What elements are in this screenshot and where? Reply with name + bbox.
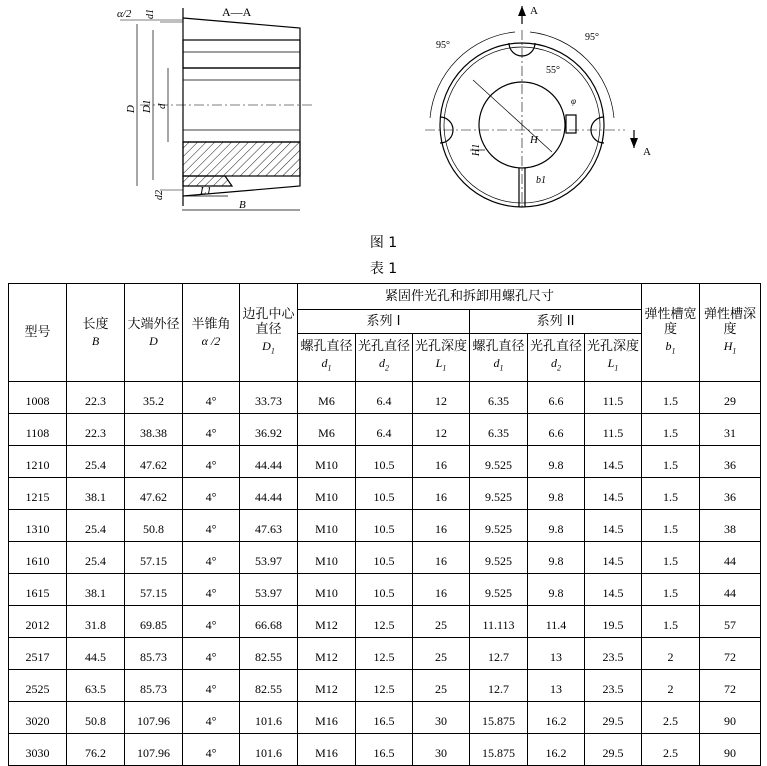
th-s2-plain-depth: 光孔深度 $L_1$ <box>585 334 642 382</box>
table-row <box>9 510 761 542</box>
table-cell: 29 <box>700 382 761 414</box>
table-cell: 101.6 <box>240 734 298 766</box>
table-cell: 16 <box>413 542 470 574</box>
table-cell: 50.8 <box>67 702 125 734</box>
th-s1-plain-depth: 光孔深度 $L_1$ <box>413 334 470 382</box>
table-cell: 1.5 <box>642 574 700 606</box>
table-cell: 9.8 <box>528 446 585 478</box>
table-cell: 29.5 <box>585 702 642 734</box>
table-row <box>9 478 761 510</box>
table-cell: 2 <box>642 670 700 702</box>
table-cell: 82.55 <box>240 638 298 670</box>
table-cell: M16 <box>298 702 356 734</box>
table-cell: M10 <box>298 574 356 606</box>
table-cell: 2.5 <box>642 702 700 734</box>
table-cell: 38 <box>700 510 761 542</box>
table-cell: 4° <box>183 446 240 478</box>
table-cell: 1.5 <box>642 414 700 446</box>
end-view <box>425 6 634 210</box>
table-cell: 47.62 <box>125 446 183 478</box>
table-cell: 14.5 <box>585 510 642 542</box>
label-H1: H1 <box>471 143 482 156</box>
table-cell: 25 <box>413 606 470 638</box>
technical-drawing <box>0 0 767 232</box>
table-cell: 12.5 <box>356 638 413 670</box>
table-cell: 63.5 <box>67 670 125 702</box>
table-cell: 1.5 <box>642 382 700 414</box>
table-cell: 15.875 <box>470 702 528 734</box>
table-cell: 66.68 <box>240 606 298 638</box>
table-cell: 9.525 <box>470 446 528 478</box>
table-cell: 57.15 <box>125 542 183 574</box>
table-cell: 29.5 <box>585 734 642 766</box>
table-cell: 25 <box>413 670 470 702</box>
table-cell: 4° <box>183 638 240 670</box>
table-cell: 53.97 <box>240 542 298 574</box>
table-cell: 1610 <box>9 542 67 574</box>
table-cell: 3020 <box>9 702 67 734</box>
table-cell: 36 <box>700 446 761 478</box>
label-D1: D1 <box>141 99 153 113</box>
table-cell: 12 <box>413 382 470 414</box>
table-cell: 4° <box>183 382 240 414</box>
table-cell: 9.8 <box>528 542 585 574</box>
table-cell: 16.5 <box>356 702 413 734</box>
label-H: H <box>530 134 538 146</box>
table-cell: M16 <box>298 734 356 766</box>
table-cell: 23.5 <box>585 638 642 670</box>
table-cell: M10 <box>298 542 356 574</box>
table-cell: 22.3 <box>67 414 125 446</box>
table-cell: 9.525 <box>470 510 528 542</box>
table-cell: M10 <box>298 446 356 478</box>
table-cell: 31.8 <box>67 606 125 638</box>
label-L1: L1 <box>200 185 212 197</box>
table-cell: 6.6 <box>528 382 585 414</box>
table-cell: 72 <box>700 670 761 702</box>
table-row <box>9 670 761 702</box>
table-cell: 10.5 <box>356 510 413 542</box>
table-cell: 4° <box>183 702 240 734</box>
table-cell: 22.3 <box>67 382 125 414</box>
table-cell: 11.5 <box>585 382 642 414</box>
th-groove-depth: 弹性槽深度 $H_1$ <box>700 284 761 382</box>
table-cell: 9.525 <box>470 542 528 574</box>
table-cell: 14.5 <box>585 478 642 510</box>
th-groove-width: 弹性槽宽度 $b_1$ <box>642 284 700 382</box>
section-label: A—A <box>222 5 252 19</box>
table-cell: 2525 <box>9 670 67 702</box>
table-cell: 4° <box>183 734 240 766</box>
table-cell: M10 <box>298 478 356 510</box>
table-cell: 11.5 <box>585 414 642 446</box>
table-cell: 9.8 <box>528 478 585 510</box>
table-cell: 47.62 <box>125 478 183 510</box>
table-cell: 2012 <box>9 606 67 638</box>
label-d1: d1 <box>145 9 156 19</box>
table-cell: 14.5 <box>585 574 642 606</box>
table-cell: 38.1 <box>67 574 125 606</box>
table-cell: 101.6 <box>240 702 298 734</box>
label-d: d <box>156 103 168 109</box>
table-cell: 4° <box>183 670 240 702</box>
table-cell: 85.73 <box>125 638 183 670</box>
table-cell: 57 <box>700 606 761 638</box>
table-cell: 2.5 <box>642 734 700 766</box>
figure-caption: 图 1 <box>369 235 398 251</box>
table-cell: 12.7 <box>470 670 528 702</box>
table-cell: 10.5 <box>356 542 413 574</box>
table-cell: 11.4 <box>528 606 585 638</box>
table-cell: 9.8 <box>528 574 585 606</box>
th-s1-screw-dia: 螺孔直径 $d_1$ <box>298 334 356 382</box>
table-cell: 25.4 <box>67 446 125 478</box>
table-cell: 38.38 <box>125 414 183 446</box>
table-cell: 16 <box>413 478 470 510</box>
label-d2: d2 <box>154 190 165 200</box>
table-cell: 1008 <box>9 382 67 414</box>
table-cell: 9.525 <box>470 574 528 606</box>
table-row <box>9 574 761 606</box>
table-cell: 16 <box>413 446 470 478</box>
table-cell: 9.8 <box>528 510 585 542</box>
th-fastener-group: 紧固件光孔和拆卸用螺孔尺寸 <box>298 284 642 310</box>
table-cell: 25.4 <box>67 542 125 574</box>
th-half-angle: 半锥角 α /2 <box>183 284 240 382</box>
table-cell: 25 <box>413 638 470 670</box>
table-cell: 44 <box>700 574 761 606</box>
table-cell: 1.5 <box>642 446 700 478</box>
label-phi: φ <box>571 96 576 106</box>
table-cell: 16 <box>413 574 470 606</box>
table-cell: 12.5 <box>356 606 413 638</box>
th-series1: 系列 I <box>298 310 470 334</box>
table-cell: 1.5 <box>642 606 700 638</box>
table-cell: 6.35 <box>470 414 528 446</box>
th-s1-plain-dia: 光孔直径 $d_2$ <box>356 334 413 382</box>
table-cell: 12.5 <box>356 670 413 702</box>
table-cell: 15.875 <box>470 734 528 766</box>
table-cell: 44.44 <box>240 478 298 510</box>
table-cell: 2 <box>642 638 700 670</box>
table-cell: 107.96 <box>125 702 183 734</box>
table-cell: 1108 <box>9 414 67 446</box>
table-cell: 16.2 <box>528 702 585 734</box>
th-series2: 系列 II <box>470 310 642 334</box>
table-cell: 14.5 <box>585 446 642 478</box>
table-cell: 69.85 <box>125 606 183 638</box>
table-cell: M12 <box>298 638 356 670</box>
table-cell: M10 <box>298 510 356 542</box>
table-cell: 16 <box>413 510 470 542</box>
table-cell: 12.7 <box>470 638 528 670</box>
table-cell: 1210 <box>9 446 67 478</box>
table-cell: 12 <box>413 414 470 446</box>
table-row <box>9 446 761 478</box>
table-cell: 11.113 <box>470 606 528 638</box>
table-cell: 90 <box>700 734 761 766</box>
table-cell: 16.5 <box>356 734 413 766</box>
table-cell: 9.525 <box>470 478 528 510</box>
label-angle-right: 95° <box>585 32 599 43</box>
table-cell: 82.55 <box>240 670 298 702</box>
table-cell: 6.4 <box>356 382 413 414</box>
table-cell: 13 <box>528 638 585 670</box>
table-cell: 10.5 <box>356 478 413 510</box>
table-cell: 6.35 <box>470 382 528 414</box>
table-cell: 1215 <box>9 478 67 510</box>
label-A-top: A <box>530 5 538 17</box>
table-cell: 4° <box>183 510 240 542</box>
label-angle-key: 55° <box>546 65 560 76</box>
label-D: D <box>125 105 137 113</box>
table-cell: 4° <box>183 414 240 446</box>
table-cell: 107.96 <box>125 734 183 766</box>
table-cell: 25.4 <box>67 510 125 542</box>
table-cell: 76.2 <box>67 734 125 766</box>
table-row <box>9 734 761 766</box>
table-cell: 44.5 <box>67 638 125 670</box>
table-cell: 50.8 <box>125 510 183 542</box>
table-cell: 38.1 <box>67 478 125 510</box>
table-cell: 14.5 <box>585 542 642 574</box>
dimension-table <box>8 283 761 766</box>
table-row <box>9 606 761 638</box>
th-s2-plain-dia: 光孔直径 $d_2$ <box>528 334 585 382</box>
table-cell: 57.15 <box>125 574 183 606</box>
table-cell: 23.5 <box>585 670 642 702</box>
table-cell: 16.2 <box>528 734 585 766</box>
table-cell: M6 <box>298 414 356 446</box>
table-cell: 1.5 <box>642 510 700 542</box>
table-cell: 4° <box>183 542 240 574</box>
table-cell: 10.5 <box>356 446 413 478</box>
table-cell: M6 <box>298 382 356 414</box>
th-model: 型号 <box>9 284 67 382</box>
table-cell: M12 <box>298 606 356 638</box>
table-cell: 6.4 <box>356 414 413 446</box>
table-row <box>9 414 761 446</box>
table-cell: 19.5 <box>585 606 642 638</box>
label-B: B <box>239 199 246 211</box>
table-cell: 53.97 <box>240 574 298 606</box>
table-row <box>9 638 761 670</box>
table-caption: 表 1 <box>369 261 398 277</box>
label-alpha-half: α/2 <box>117 8 132 20</box>
table-cell: 90 <box>700 702 761 734</box>
table-row <box>9 382 761 414</box>
th-length: 长度 B <box>67 284 125 382</box>
table-cell: 44.44 <box>240 446 298 478</box>
table-cell: 47.63 <box>240 510 298 542</box>
table-cell: 31 <box>700 414 761 446</box>
table-cell: 6.6 <box>528 414 585 446</box>
table-cell: 4° <box>183 478 240 510</box>
table-cell: 10.5 <box>356 574 413 606</box>
label-b1: b1 <box>536 175 546 186</box>
label-A-right: A <box>643 146 651 158</box>
table-cell: 85.73 <box>125 670 183 702</box>
table-row <box>9 702 761 734</box>
table-cell: 36.92 <box>240 414 298 446</box>
table-cell: 4° <box>183 574 240 606</box>
th-big-dia: 大端外径 D <box>125 284 183 382</box>
table-cell: 30 <box>413 734 470 766</box>
table-cell: 72 <box>700 638 761 670</box>
table-cell: 1310 <box>9 510 67 542</box>
th-s2-screw-dia: 螺孔直径 $d_1$ <box>470 334 528 382</box>
table-cell: 1615 <box>9 574 67 606</box>
table-cell: 35.2 <box>125 382 183 414</box>
table-cell: 2517 <box>9 638 67 670</box>
table-cell: 4° <box>183 606 240 638</box>
table-cell: 1.5 <box>642 478 700 510</box>
table-row <box>9 542 761 574</box>
table-cell: 1.5 <box>642 542 700 574</box>
table-cell: 13 <box>528 670 585 702</box>
table-cell: M12 <box>298 670 356 702</box>
table-cell: 36 <box>700 478 761 510</box>
table-cell: 33.73 <box>240 382 298 414</box>
label-angle-left: 95° <box>436 40 450 51</box>
th-hole-center: 边孔中心直径 $D_1$ <box>240 284 298 382</box>
table-cell: 3030 <box>9 734 67 766</box>
table-cell: 44 <box>700 542 761 574</box>
table-cell: 30 <box>413 702 470 734</box>
